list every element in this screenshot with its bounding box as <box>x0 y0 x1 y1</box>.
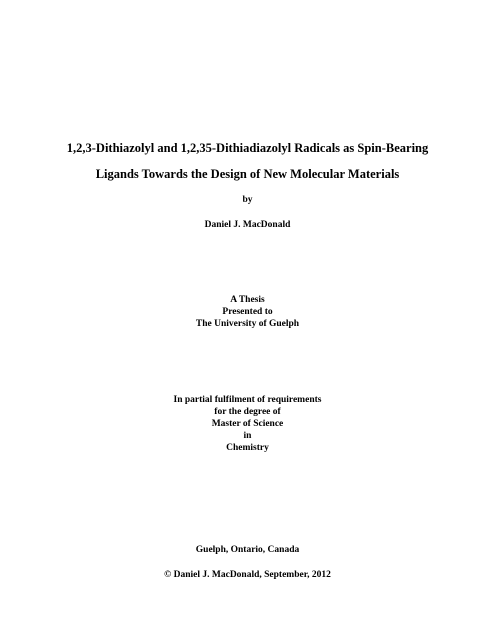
fulfilment-line-1: In partial fulfilment of requirements <box>173 395 322 405</box>
copyright-notice: © Daniel J. MacDonald, September, 2012 <box>164 570 331 580</box>
author-name: Daniel J. MacDonald <box>204 220 291 230</box>
by-label: by <box>242 195 253 205</box>
thesis-title-line-1: 1,2,3-Dithiazolyl and 1,2,35-Dithiadiazolyl Radicals as Spin-Bearing <box>66 141 429 155</box>
subject-name: Chemistry <box>226 443 269 453</box>
thesis-title-line-2: Ligands Towards the Design of New Molecular Materials <box>95 167 400 181</box>
university-name: The University of Guelph <box>195 319 300 329</box>
presented-to-label: Presented to <box>222 307 273 317</box>
fulfilment-in-label: in <box>243 431 252 441</box>
fulfilment-line-2: for the degree of <box>214 407 281 417</box>
degree-name: Master of Science <box>211 419 284 429</box>
thesis-label: A Thesis <box>230 295 265 305</box>
location: Guelph, Ontario, Canada <box>195 545 300 555</box>
